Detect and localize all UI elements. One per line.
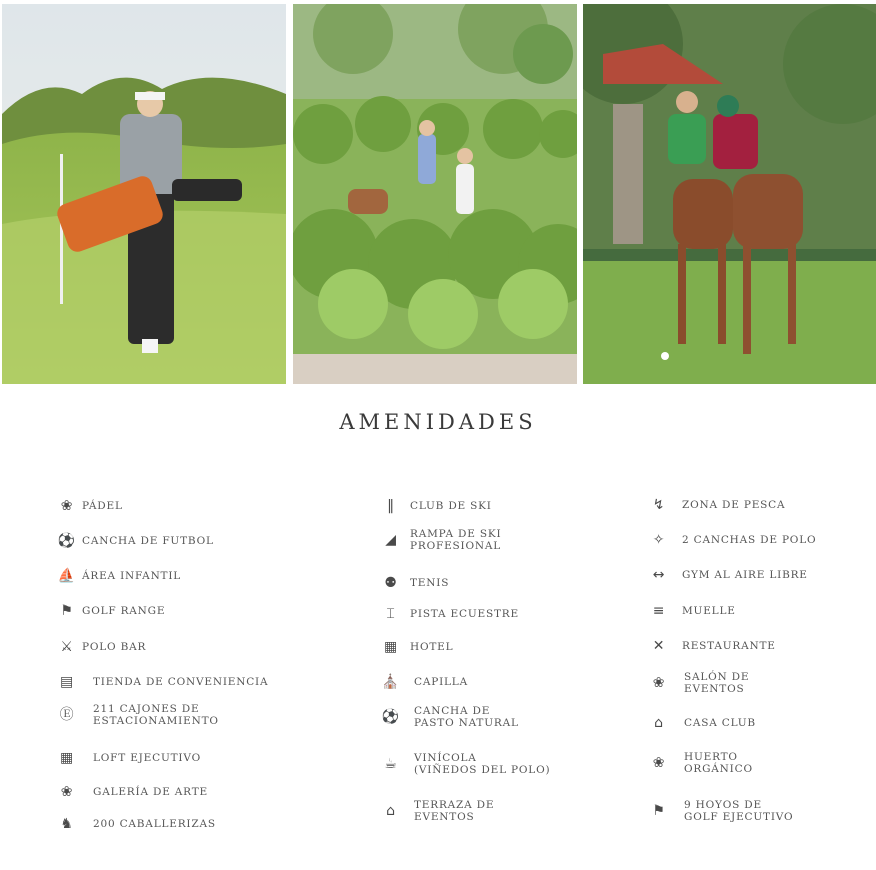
amenity-label: GOLF RANGE <box>82 605 166 617</box>
amenity-label: CAPILLA <box>414 676 468 688</box>
amenity-label: HOTEL <box>410 641 454 653</box>
amenity-item <box>56 703 219 727</box>
building-icon: ▦ <box>59 750 75 766</box>
terrace-icon: ⌂ <box>386 803 396 819</box>
soccer-ball-icon: ⚽ <box>57 533 77 549</box>
amenity-label: SALÓN DE EVENTOS <box>684 671 750 695</box>
polo-field-icon: ✧ <box>652 532 666 548</box>
amenity-item <box>56 530 214 552</box>
chapel-icon: ⛪ <box>381 674 401 690</box>
amenity-label: LOFT EJECUTIVO <box>93 752 201 764</box>
amenity-label: GALERÍA DE ARTE <box>93 786 208 798</box>
amenity-item <box>380 495 492 517</box>
amenity-item <box>56 636 146 658</box>
amenity-label: POLO BAR <box>82 641 147 653</box>
amenity-item <box>380 636 453 658</box>
amenity-item <box>380 799 494 823</box>
parking-e-icon: Ⓔ <box>59 707 75 723</box>
playground-icon: ⛵ <box>57 568 77 584</box>
amenity-item <box>56 813 216 835</box>
club-house-icon: ⌂ <box>654 715 664 731</box>
soccer-ball-icon: ⚽ <box>381 709 401 725</box>
polo-photo <box>583 4 876 384</box>
amenity-label: 211 CAJONES DE ESTACIONAMIENTO <box>93 703 219 727</box>
amenity-label: CANCHA DE PASTO NATURAL <box>414 705 519 729</box>
amenity-item <box>380 705 519 729</box>
fishing-icon: ↯ <box>652 497 666 513</box>
tennis-icon: ⚉ <box>384 575 398 591</box>
amenity-item <box>648 529 816 551</box>
amenity-item <box>56 565 181 587</box>
amenity-label: GYM AL AIRE LIBRE <box>682 569 808 581</box>
crossed-mallets-icon: ⚔ <box>60 639 74 655</box>
amenity-label: TIENDA DE CONVENIENCIA <box>93 676 269 688</box>
amenity-item <box>380 572 449 594</box>
amenity-item <box>648 635 776 657</box>
amenity-label: 2 CANCHAS DE POLO <box>682 534 817 546</box>
amenity-item <box>380 528 501 552</box>
amenity-item <box>380 671 468 693</box>
amenity-label: VINÍCOLA (VIÑEDOS DEL POLO) <box>414 752 551 776</box>
amenity-item <box>648 564 808 586</box>
amenity-item <box>56 495 123 517</box>
amenity-label: HUERTO ORGÁNICO <box>684 751 753 775</box>
amenity-label: TENIS <box>410 577 450 589</box>
golf-flag-icon: ⚑ <box>60 603 74 619</box>
hotel-icon: ▦ <box>383 639 399 655</box>
pier-icon: ≡ <box>652 603 666 619</box>
amenity-item <box>380 752 550 776</box>
amenity-item <box>648 799 793 823</box>
page-title: AMENIDADES <box>339 410 537 434</box>
amenity-label: 9 HOYOS DE GOLF EJECUTIVO <box>684 799 794 823</box>
golf-photo <box>2 4 286 384</box>
dumbbell-icon: ↔ <box>652 567 666 583</box>
amenity-item <box>648 671 749 695</box>
amenity-label: 200 CABALLERIZAS <box>93 818 216 830</box>
stable-horse-icon: ♞ <box>60 816 74 832</box>
wine-icon: ☕ <box>384 756 398 772</box>
amenity-label: CASA CLUB <box>684 717 756 729</box>
tree-icon: ❀ <box>652 755 666 771</box>
amenity-label: RAMPA DE SKI PROFESIONAL <box>410 528 502 552</box>
amenity-item <box>648 751 753 775</box>
amenity-label: ÁREA INFANTIL <box>82 570 182 582</box>
amenity-item <box>56 671 268 693</box>
amenity-label: CLUB DE SKI <box>410 500 492 512</box>
amenity-label: PÁDEL <box>82 500 123 512</box>
amenity-item <box>648 600 736 622</box>
art-palette-icon: ❀ <box>60 784 74 800</box>
amenity-label: MUELLE <box>682 605 736 617</box>
store-icon: ▤ <box>59 674 75 690</box>
amenity-label: PISTA ECUESTRE <box>410 608 519 620</box>
amenity-item <box>648 712 756 734</box>
amenity-item <box>56 747 201 769</box>
golf-flag-icon: ⚑ <box>652 803 666 819</box>
amenity-label: RESTAURANTE <box>682 640 776 652</box>
fork-knife-icon: ✕ <box>652 638 666 654</box>
amenity-label: ZONA DE PESCA <box>682 499 786 511</box>
amenity-label: CANCHA DE FUTBOL <box>82 535 214 547</box>
hurdle-icon: ⌶ <box>386 606 396 622</box>
amenity-item <box>648 494 785 516</box>
amenity-item <box>56 781 208 803</box>
amenity-item <box>380 603 519 625</box>
amenity-item <box>56 600 165 622</box>
vineyard-photo <box>293 4 577 384</box>
balloons-icon: ❀ <box>652 675 666 691</box>
ramp-icon: ◢ <box>385 532 397 548</box>
ski-icon: ‖ <box>387 498 395 514</box>
padel-icon: ❀ <box>60 498 74 514</box>
amenity-label: TERRAZA DE EVENTOS <box>414 799 495 823</box>
photo-strip <box>2 4 876 384</box>
